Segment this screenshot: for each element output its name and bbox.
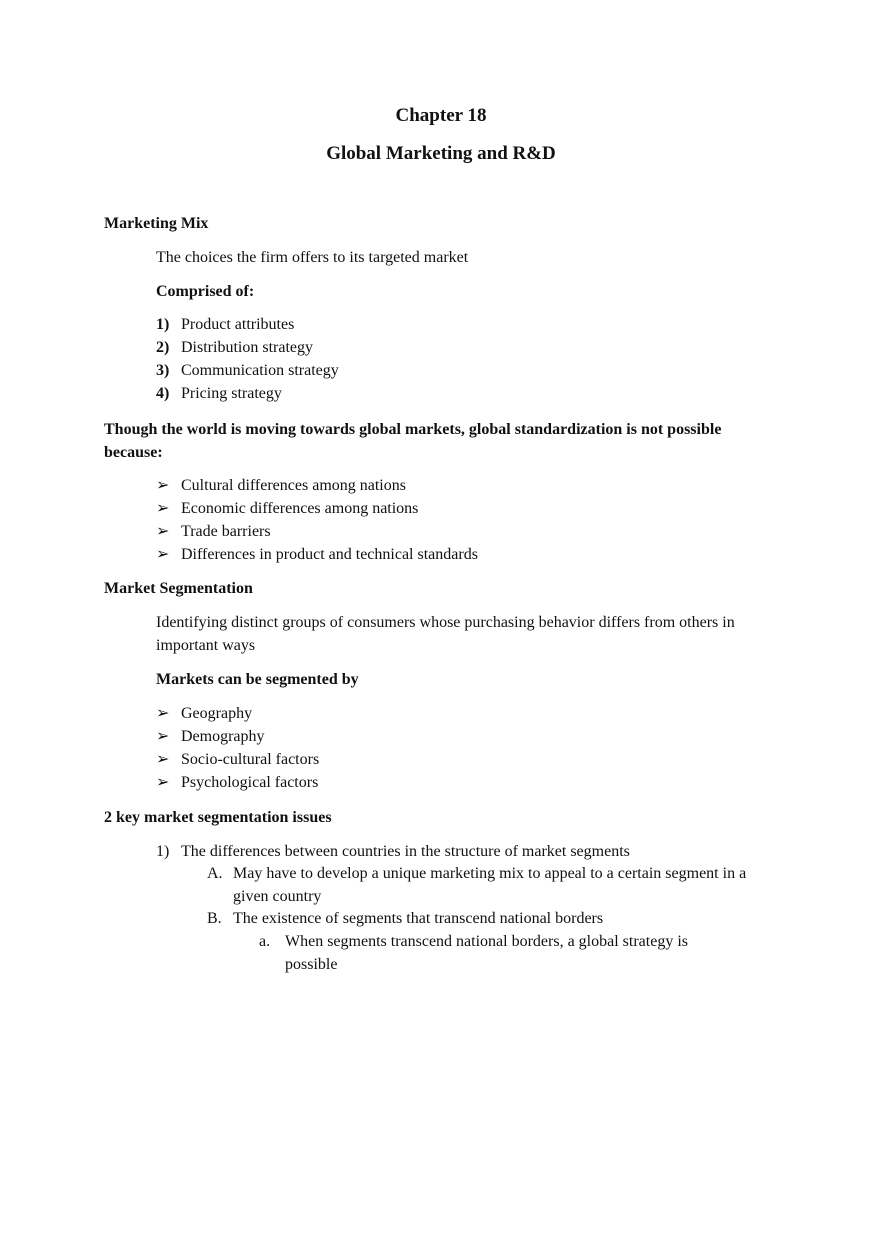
- arrow-bullet-icon: ➢: [156, 705, 170, 722]
- list-item: Geography: [181, 705, 253, 722]
- segmented-by-label: Markets can be segmented by: [156, 671, 359, 688]
- list-item: Cultural differences among nations: [181, 477, 406, 494]
- list-letter: B.: [207, 910, 222, 927]
- list-item: When segments transcend national borders, a global strategy is possible: [285, 933, 688, 973]
- standardization-heading: Though the world is moving towards global markets, global standardization is not possible because:: [104, 421, 722, 461]
- list-item: Distribution strategy: [181, 339, 313, 356]
- arrow-bullet-icon: ➢: [156, 774, 170, 791]
- comprised-of-label: Comprised of:: [156, 283, 255, 300]
- arrow-bullet-icon: ➢: [156, 546, 170, 563]
- arrow-bullet-icon: ➢: [156, 751, 170, 768]
- chapter-number: Chapter 18: [395, 105, 487, 126]
- segmentation-heading: Market Segmentation: [104, 580, 253, 597]
- marketing-mix-definition: The choices the firm offers to its targeted market: [156, 249, 469, 266]
- list-number: 1): [156, 316, 170, 333]
- arrow-bullet-icon: ➢: [156, 477, 170, 494]
- list-item: Differences in product and technical standards: [181, 546, 478, 563]
- list-item: Product attributes: [181, 316, 295, 333]
- list-number: 2): [156, 339, 170, 356]
- list-item: The differences between countries in the structure of market segments: [181, 843, 630, 860]
- list-letter: a.: [259, 933, 271, 950]
- issues-heading: 2 key market segmentation issues: [104, 809, 332, 826]
- list-number: 4): [156, 385, 170, 402]
- list-item: Economic differences among nations: [181, 500, 419, 517]
- list-item: May have to develop a unique marketing mix to appeal to a certain segment in a given country: [233, 865, 747, 905]
- arrow-bullet-icon: ➢: [156, 523, 170, 540]
- arrow-bullet-icon: ➢: [156, 500, 170, 517]
- list-number: 3): [156, 362, 170, 379]
- list-item: Trade barriers: [181, 523, 271, 540]
- list-item: Socio-cultural factors: [181, 751, 320, 768]
- list-number: 1): [156, 843, 170, 860]
- arrow-bullet-icon: ➢: [156, 728, 170, 745]
- list-item: The existence of segments that transcend national borders: [233, 910, 604, 927]
- marketing-mix-heading: Marketing Mix: [104, 215, 209, 232]
- segmentation-definition: Identifying distinct groups of consumers whose purchasing behavior differs from others in important ways: [156, 614, 735, 654]
- list-item: Demography: [181, 728, 265, 745]
- list-item: Psychological factors: [181, 774, 319, 791]
- list-item: Pricing strategy: [181, 385, 282, 402]
- list-letter: A.: [207, 865, 223, 882]
- chapter-title: Global Marketing and R&D: [326, 143, 556, 164]
- list-item: Communication strategy: [181, 362, 339, 379]
